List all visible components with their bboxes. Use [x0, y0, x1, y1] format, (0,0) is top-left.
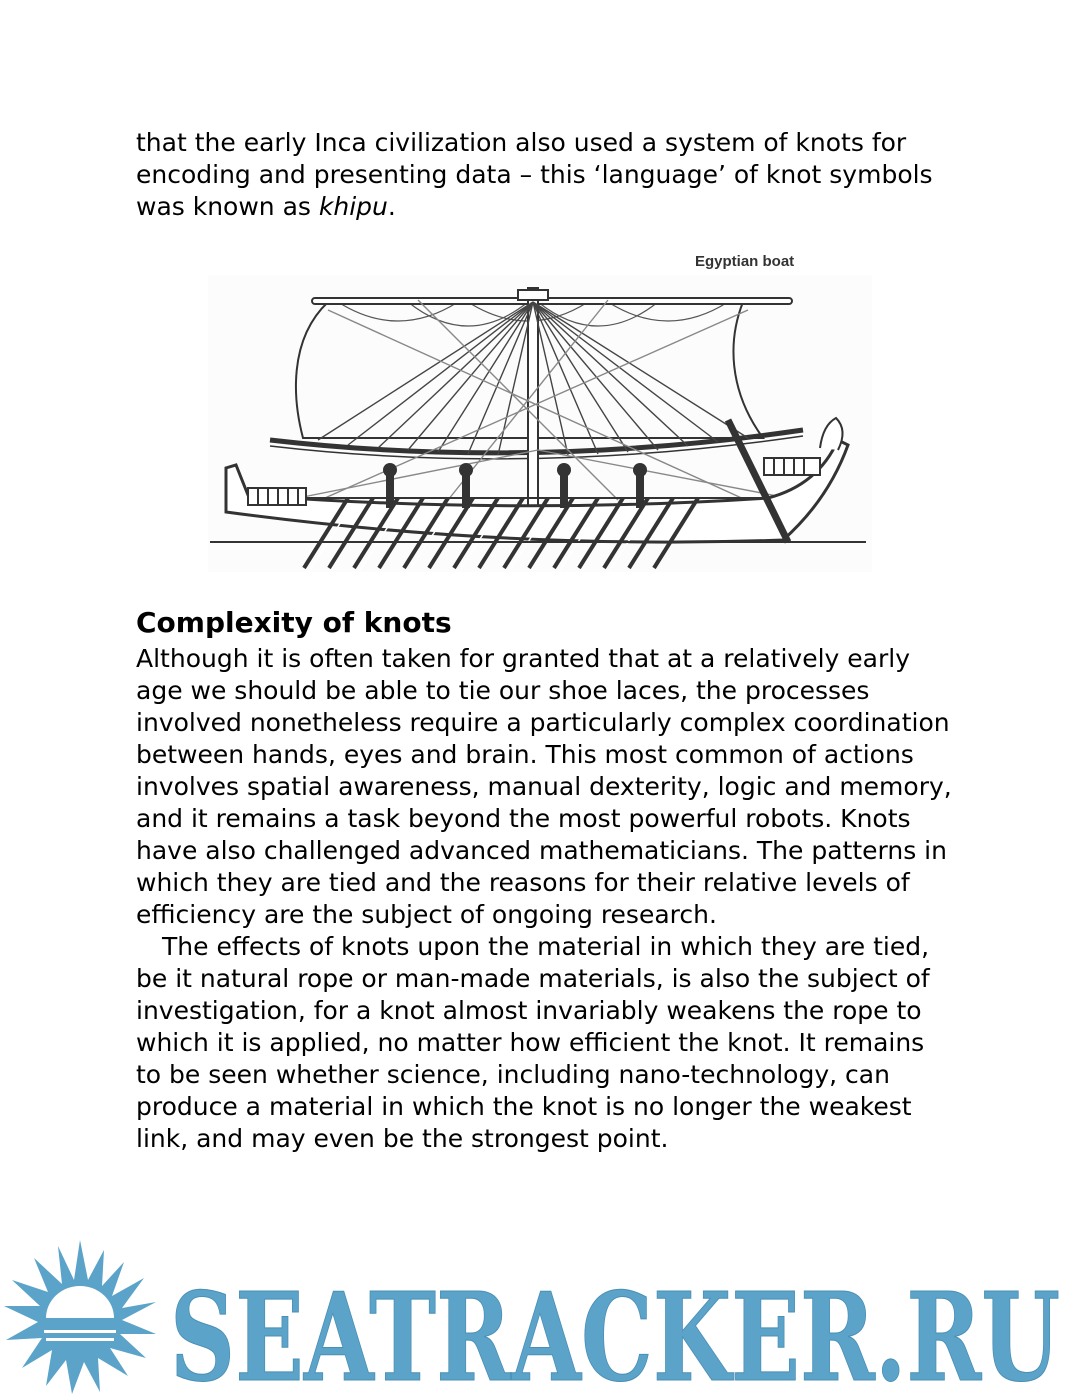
- intro-end: .: [387, 192, 396, 221]
- egyptian-boat-icon: [208, 250, 872, 572]
- body-paragraph-1: Although it is often taken for granted that at a relatively early age we should be able to tie our shoe laces, the processes involved nonetheless require a particularly complex coordination between hands, eyes and brain. This most common of actions involves spatial awareness, manual dexterity, logic and memory, and it remains a task beyond the most powerful robots. Knots have also challenged advanced mathematicians. The patterns in which they are tied and the reasons for their relative levels of efficiency are the subject of ongoing research.: [136, 644, 952, 929]
- watermark: [0, 1236, 1080, 1397]
- sun-icon: [4, 1240, 156, 1394]
- section-heading: Complexity of knots: [136, 606, 452, 639]
- body-paragraph-2: The effects of knots upon the material in which they are tied, be it natural rope or man-made materials, is also the subject of investigation, for a knot almost invariably weakens the rope to which it is applied, no matter how efficient the knot. It remains to be seen whether science, including nano-technology, can produce a material in which the knot is no longer the weakest link, and may even be the strongest point.: [136, 932, 930, 1153]
- watermark-text: SEATRACKER.RU: [170, 1265, 1060, 1397]
- egyptian-boat-figure: [208, 250, 872, 572]
- intro-paragraph: [136, 127, 956, 223]
- section-body: [136, 643, 956, 1155]
- figure-caption: Egyptian boat: [695, 253, 795, 270]
- intro-emphasis: khipu: [318, 192, 388, 221]
- intro-text: that the early Inca civilization also used a system of knots for encoding and presenting data – this ‘language’ of knot symbols was known as: [136, 128, 933, 221]
